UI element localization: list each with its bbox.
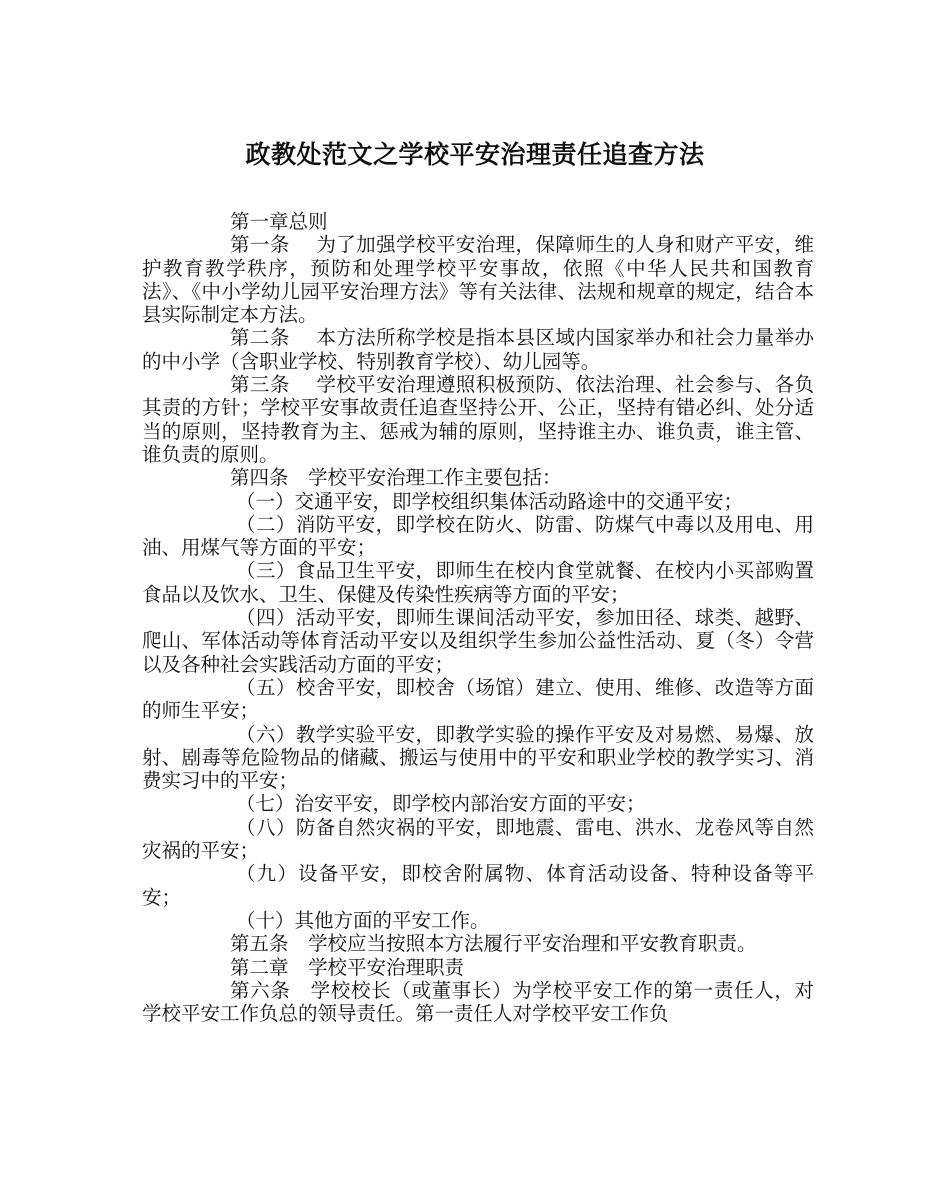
list-item: （二）消防平安，即学校在防火、防雷、防煤气中毒以及用电、用油、用煤气等方面的平安； [142, 512, 814, 560]
document-body [142, 210, 814, 1025]
article-paragraph: 第二条 本方法所称学校是指本县区域内国家举办和社会力量举办的中小学（含职业学校、特别教育学校）、幼儿园等。 [142, 326, 814, 373]
article-paragraph: 第三条 学校平安治理遵照积极预防、依法治理、社会参与、各负其责的方针；学校平安事故责任追查坚持公开、公正，坚持有错必纠、处分适当的原则，坚持教育为主、惩戒为辅的原则，坚持谁主办、谁负责，谁主管、谁负责的原则。 [142, 373, 814, 466]
list-item: （五）校舍平安，即校舍（场馆）建立、使用、维修、改造等方面的师生平安； [142, 675, 814, 723]
article-paragraph: 第四条 学校平安治理工作主要包括： [230, 466, 562, 490]
article-paragraph: 第一条 为了加强学校平安治理，保障师生的人身和财产平安，维护教育教学秩序，预防和处理学校平安事故，依照《中华人民共和国教育法》、《中小学幼儿园平安治理方法》等有关法律、法规和规章的规定，结合本县实际制定本方法。 [142, 233, 814, 327]
article-paragraph: 第五条 学校应当按照本方法履行平安治理和平安教育职责。 [230, 932, 757, 956]
list-item: （七）治安平安，即学校内部治安方面的平安； [236, 792, 646, 816]
document-title: 政教处范文之学校平安治理责任追查方法 [245, 140, 705, 169]
list-item: （十）其他方面的平安工作。 [236, 908, 490, 932]
chapter-heading: 第一章总则 [230, 210, 328, 233]
article-paragraph: 第六条 学校校长（或董事长）为学校平安工作的第一责任人，对学校平安工作负总的领导责任。第一责任人对学校平安工作负 [142, 978, 814, 1026]
list-item: （八）防备自然灾祸的平安，即地震、雷电、洪水、龙卷风等自然灾祸的平安； [142, 815, 814, 863]
list-item: （九）设备平安，即校舍附属物、体育活动设备、特种设备等平安； [142, 862, 814, 909]
list-item: （三）食品卫生平安，即师生在校内食堂就餐、在校内小买部购置食品以及饮水、卫生、保健及传染性疾病等方面的平安； [142, 559, 814, 606]
list-item: （一）交通平安，即学校组织集体活动路途中的交通平安； [236, 489, 744, 513]
list-item: （六）教学实验平安，即教学实验的操作平安及对易燃、易爆、放射、剧毒等危险物品的储藏、搬运与使用中的平安和职业学校的教学实习、消费实习中的平安； [142, 722, 814, 793]
chapter-heading: 第二章 学校平安治理职责 [230, 955, 465, 979]
list-item: （四）活动平安，即师生课间活动平安，参加田径、球类、越野、爬山、军体活动等体育活动平安以及组织学生参加公益性活动、夏（冬）令营以及各种社会实践活动方面的平安； [142, 606, 814, 676]
